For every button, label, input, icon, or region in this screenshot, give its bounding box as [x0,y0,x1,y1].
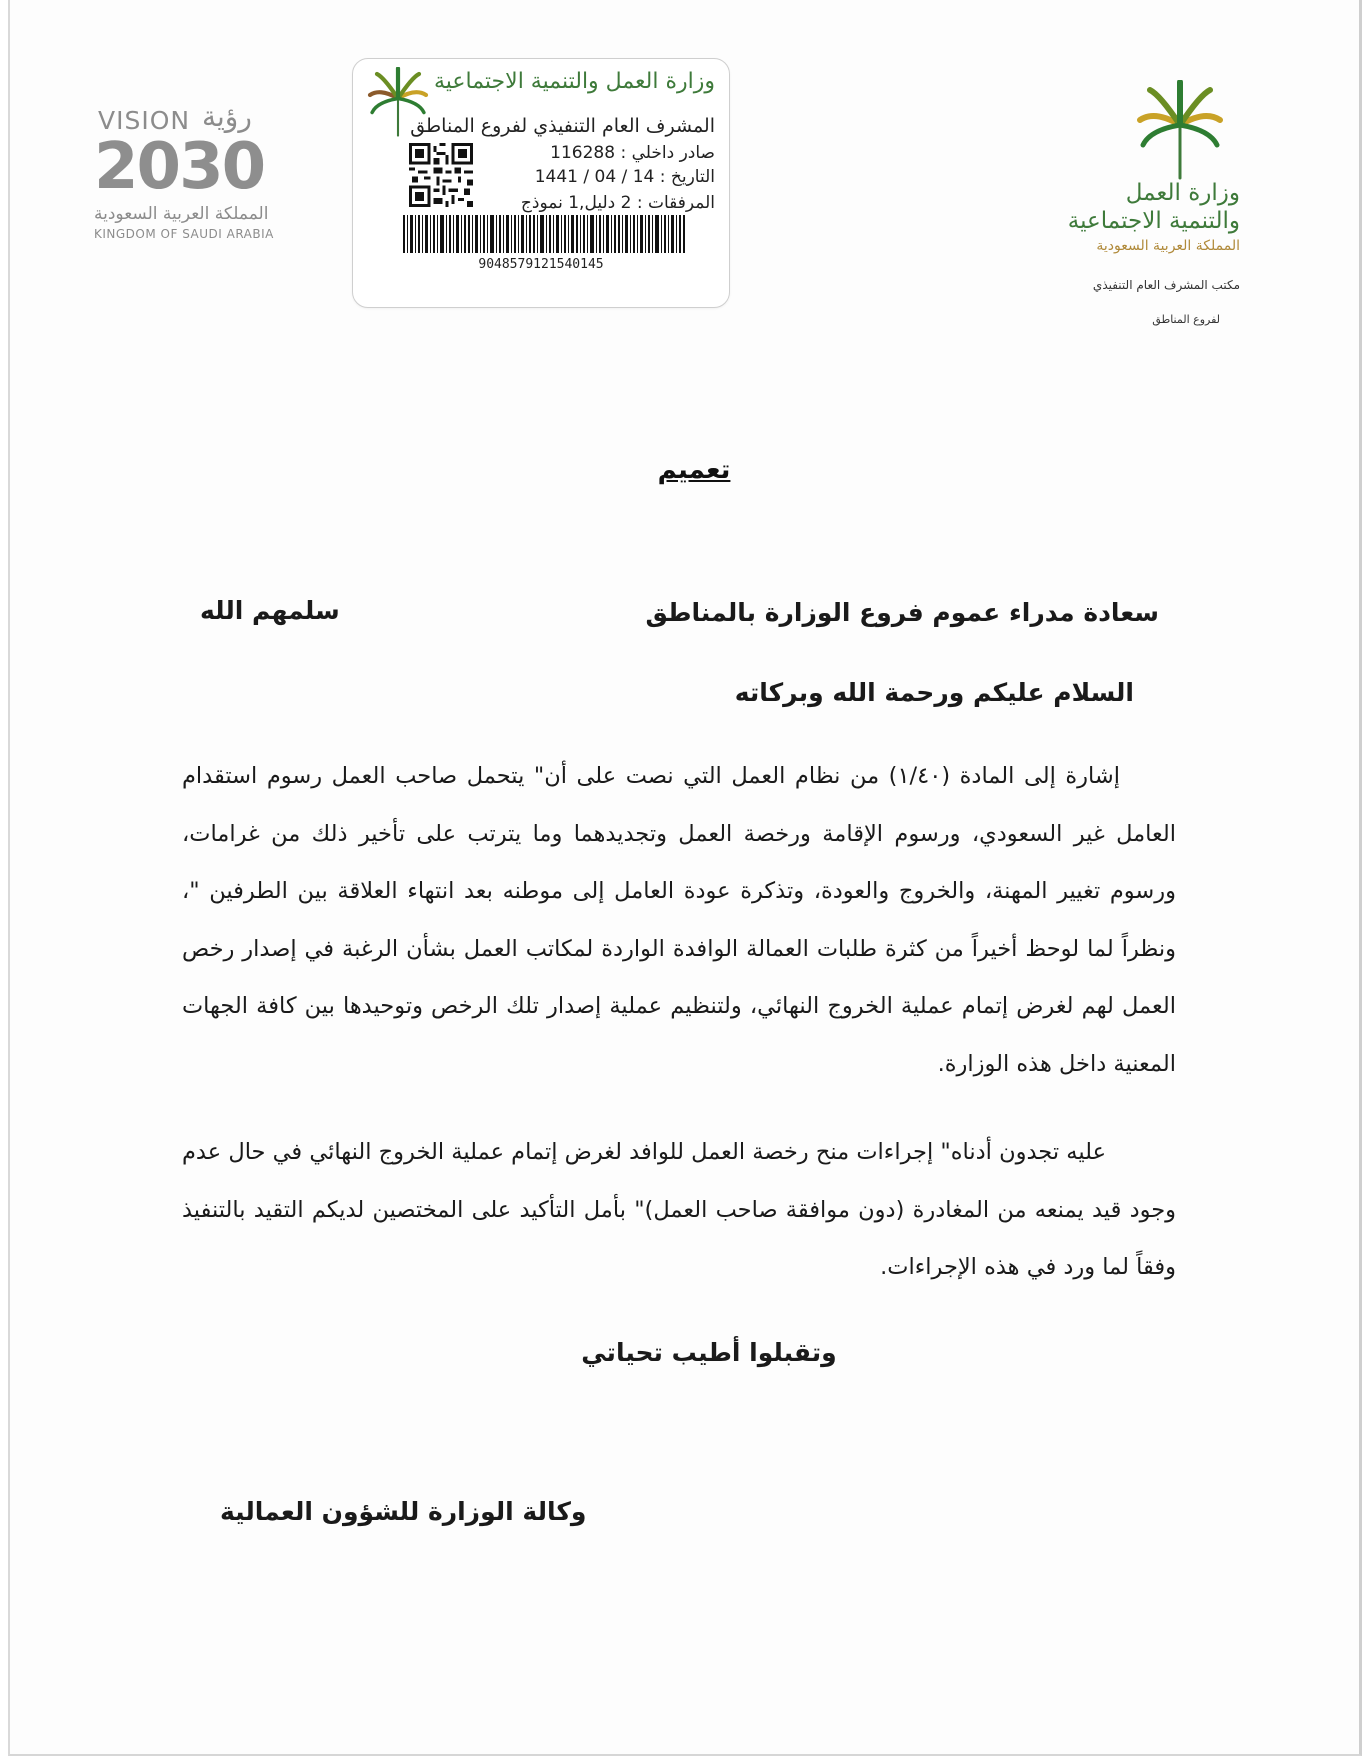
document-title: تعميم [657,455,731,485]
greeting: السلام عليكم ورحمة الله وبركاته [734,678,1134,707]
barcode-icon [403,215,685,253]
reference-stamp [352,58,730,308]
stamp-date: التاريخ : 14 / 04 / 1441 [534,167,715,187]
barcode-number: 9048579121540145 [478,257,604,272]
office-line1: مكتب المشرف العام التنفيذي [1092,278,1240,292]
vision-text-ar: رؤية [202,100,252,133]
stamp-ministry: وزارة العمل والتنمية الاجتماعية [433,69,715,94]
qr-code-icon [409,143,473,207]
vision-kingdom-ar: المملكة العربية السعودية [94,204,269,224]
body-paragraph-1: إشارة إلى المادة (١/٤٠) من نظام العمل التي نصت على أن" يتحمل صاحب العمل رسوم استقدام العامل غير السعودي، ورسوم الإقامة ورخصة العمل وتجديدهما وما يترتب على تأخير ذلك من غرامات، ورسوم تغيير المهنة، والخروج والعودة، وتذكرة عودة العامل إلى موطنه بعد انتهاء العلاقة بين الطرفين "، ونظراً لما لوحظ أخيراً من كثرة طلبات العمالة الوافدة الواردة لمكاتب العمل بشأن الرغبة في إصدار رخص العمل لهم لغرض إتمام عملية الخروج النهائي، ولتنظيم عملية إصدار تلك الرخص وتوحيدها بين كافة الجهات المعنية داخل هذه الوزارة. [182,763,1176,1077]
signature-block: وكالة الوزارة للشؤون العمالية [220,1497,587,1526]
vision-text-en: VISION [98,106,191,135]
addressee: سعادة مدراء عموم فروع الوزارة بالمناطق [645,598,1159,627]
vision-2030-logo [90,100,310,250]
stamp-attachments: المرفقات : 2 دليل,1 نموذج [520,193,715,213]
ministry-name-line2: والتنمية الاجتماعية [1067,208,1240,234]
ministry-country: المملكة العربية السعودية [1096,238,1240,254]
closing-line: وتقبلوا أطيب تحياتي [581,1338,837,1367]
ministry-logo [1060,70,1270,370]
vision-kingdom-en: KINGDOM OF SAUDI ARABIA [94,227,274,241]
body-paragraph-2: عليه تجدون أدناه" إجراءات منح رخصة العمل للوافد لغرض إتمام عملية الخروج النهائي في حال عدم وجود قيد يمنعه من المغادرة (دون موافقة صاحب العمل)" بأمل التأكيد على المختصين لديكم التقيد بالتنفيذ وفقاً لما ورد في هذه الإجراءات. [182,1139,1176,1280]
ministry-name-line1: وزارة العمل [1125,180,1240,206]
stamp-outgoing-number: صادر داخلي : 116288 [550,143,715,163]
document-page [8,0,1362,1756]
palm-logo-icon [1135,80,1225,180]
vision-year: 2030 [94,130,265,204]
addressee-closing: سلمهم الله [200,596,340,625]
stamp-department: المشرف العام التنفيذي لفروع المناطق [410,115,715,137]
office-line2: لفروع المناطق [1152,313,1220,326]
